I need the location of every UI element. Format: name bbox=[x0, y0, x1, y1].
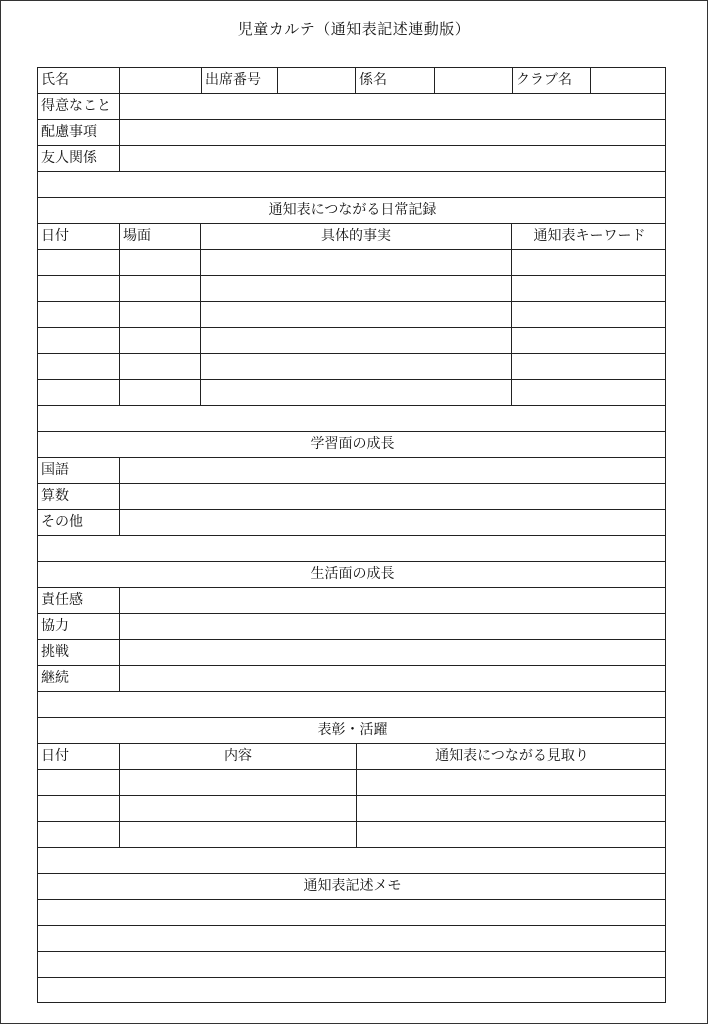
subject-field-japanese[interactable] bbox=[119, 458, 667, 483]
daily-facts-cell[interactable] bbox=[200, 328, 511, 353]
role-label: 係名 bbox=[355, 68, 434, 93]
awards-header-row bbox=[38, 744, 665, 770]
subject-label-other: その他 bbox=[41, 514, 83, 530]
attendance-label: 出席番号 bbox=[201, 68, 277, 93]
considerations-row bbox=[38, 120, 665, 146]
friends-row bbox=[38, 146, 665, 172]
life-row-persistence bbox=[38, 666, 665, 692]
name-label: 氏名 bbox=[41, 72, 69, 88]
memo-title: 通知表記述メモ bbox=[303, 878, 402, 894]
life-row-responsibility bbox=[38, 588, 665, 614]
daily-scene-cell[interactable] bbox=[119, 328, 200, 353]
daily-facts-cell[interactable] bbox=[200, 380, 511, 405]
life-field-challenge[interactable] bbox=[119, 640, 667, 665]
daily-record-row bbox=[38, 328, 665, 354]
awards-content-cell[interactable] bbox=[119, 822, 356, 847]
role-field[interactable] bbox=[434, 68, 512, 93]
awards-row bbox=[38, 822, 665, 848]
record-sheet bbox=[37, 67, 666, 1003]
subject-label-japanese: 国語 bbox=[41, 462, 69, 478]
life-label-cooperation: 協力 bbox=[41, 618, 69, 634]
daily-record-row bbox=[38, 302, 665, 328]
daily-facts-cell[interactable] bbox=[200, 276, 511, 301]
daily-record-row bbox=[38, 354, 665, 380]
attendance-field[interactable] bbox=[277, 68, 355, 93]
daily-keyword-cell[interactable] bbox=[511, 354, 667, 379]
awards-row bbox=[38, 796, 665, 822]
awards-column-date: 日付 bbox=[41, 748, 69, 764]
daily-facts-cell[interactable] bbox=[200, 302, 511, 327]
spacer-row bbox=[38, 536, 665, 562]
friends-field[interactable] bbox=[119, 146, 667, 171]
awards-content-cell[interactable] bbox=[119, 796, 356, 821]
spacer-row bbox=[38, 406, 665, 432]
life-row-challenge bbox=[38, 640, 665, 666]
spacer-row bbox=[38, 692, 665, 718]
strengths-label: 得意なこと bbox=[41, 98, 111, 114]
daily-scene-cell[interactable] bbox=[119, 276, 200, 301]
daily-record-row bbox=[38, 380, 665, 406]
header-row bbox=[38, 68, 665, 94]
daily-record-row bbox=[38, 276, 665, 302]
daily-scene-cell[interactable] bbox=[119, 302, 200, 327]
daily-date-cell[interactable] bbox=[38, 328, 119, 353]
awards-date-cell[interactable] bbox=[38, 770, 119, 795]
club-field[interactable] bbox=[590, 68, 667, 93]
daily-scene-cell[interactable] bbox=[119, 250, 200, 275]
strengths-row bbox=[38, 94, 665, 120]
awards-title: 表彰・活躍 bbox=[317, 722, 388, 738]
daily-scene-cell[interactable] bbox=[119, 354, 200, 379]
learning-title: 学習面の成長 bbox=[310, 436, 395, 452]
awards-observation-cell[interactable] bbox=[356, 770, 667, 795]
awards-observation-cell[interactable] bbox=[356, 796, 667, 821]
daily-record-row bbox=[38, 250, 665, 276]
subject-label-math: 算数 bbox=[41, 488, 69, 504]
awards-column-observation: 通知表につながる見取り bbox=[356, 744, 667, 769]
column-header-facts: 具体的事実 bbox=[200, 224, 511, 249]
daily-keyword-cell[interactable] bbox=[511, 250, 667, 275]
name-field[interactable] bbox=[119, 68, 201, 93]
life-label-persistence: 継続 bbox=[41, 670, 69, 686]
daily-date-cell[interactable] bbox=[38, 302, 119, 327]
memo-line[interactable] bbox=[38, 952, 665, 978]
memo-title-row bbox=[38, 874, 665, 900]
daily-scene-cell[interactable] bbox=[119, 380, 200, 405]
life-label-responsibility: 責任感 bbox=[41, 592, 83, 608]
daily-facts-cell[interactable] bbox=[200, 354, 511, 379]
memo-line[interactable] bbox=[38, 978, 665, 1004]
subject-field-other[interactable] bbox=[119, 510, 667, 535]
daily-keyword-cell[interactable] bbox=[511, 276, 667, 301]
daily-keyword-cell[interactable] bbox=[511, 380, 667, 405]
daily-date-cell[interactable] bbox=[38, 276, 119, 301]
page-title: 児童カルテ（通知表記述連動版） bbox=[237, 20, 471, 38]
life-field-persistence[interactable] bbox=[119, 666, 667, 691]
life-label-challenge: 挑戦 bbox=[41, 644, 69, 660]
column-header-date: 日付 bbox=[41, 228, 69, 244]
daily-date-cell[interactable] bbox=[38, 380, 119, 405]
considerations-field[interactable] bbox=[119, 120, 667, 145]
spacer-row bbox=[38, 848, 665, 874]
life-title-row bbox=[38, 562, 665, 588]
strengths-field[interactable] bbox=[119, 94, 667, 119]
daily-records-header-row bbox=[38, 224, 665, 250]
memo-line[interactable] bbox=[38, 926, 665, 952]
daily-records-title: 通知表につながる日常記録 bbox=[268, 202, 437, 218]
considerations-label: 配慮事項 bbox=[41, 124, 97, 140]
daily-records-title-row bbox=[38, 198, 665, 224]
memo-line[interactable] bbox=[38, 900, 665, 926]
learning-title-row bbox=[38, 432, 665, 458]
column-header-scene: 場面 bbox=[119, 224, 200, 249]
club-label: クラブ名 bbox=[512, 68, 590, 93]
awards-row bbox=[38, 770, 665, 796]
awards-date-cell[interactable] bbox=[38, 796, 119, 821]
awards-date-cell[interactable] bbox=[38, 822, 119, 847]
learning-row-other bbox=[38, 510, 665, 536]
awards-column-content: 内容 bbox=[119, 744, 356, 769]
awards-title-row bbox=[38, 718, 665, 744]
life-row-cooperation bbox=[38, 614, 665, 640]
awards-content-cell[interactable] bbox=[119, 770, 356, 795]
awards-observation-cell[interactable] bbox=[356, 822, 667, 847]
daily-date-cell[interactable] bbox=[38, 250, 119, 275]
learning-row-math bbox=[38, 484, 665, 510]
column-header-keywords: 通知表キーワード bbox=[511, 224, 667, 249]
friends-label: 友人関係 bbox=[41, 150, 97, 166]
daily-facts-cell[interactable] bbox=[200, 250, 511, 275]
subject-field-math[interactable] bbox=[119, 484, 667, 509]
spacer-row bbox=[38, 172, 665, 198]
life-title: 生活面の成長 bbox=[310, 566, 395, 582]
daily-keyword-cell[interactable] bbox=[511, 302, 667, 327]
life-field-responsibility[interactable] bbox=[119, 588, 667, 613]
learning-row-japanese bbox=[38, 458, 665, 484]
daily-date-cell[interactable] bbox=[38, 354, 119, 379]
life-field-cooperation[interactable] bbox=[119, 614, 667, 639]
daily-keyword-cell[interactable] bbox=[511, 328, 667, 353]
